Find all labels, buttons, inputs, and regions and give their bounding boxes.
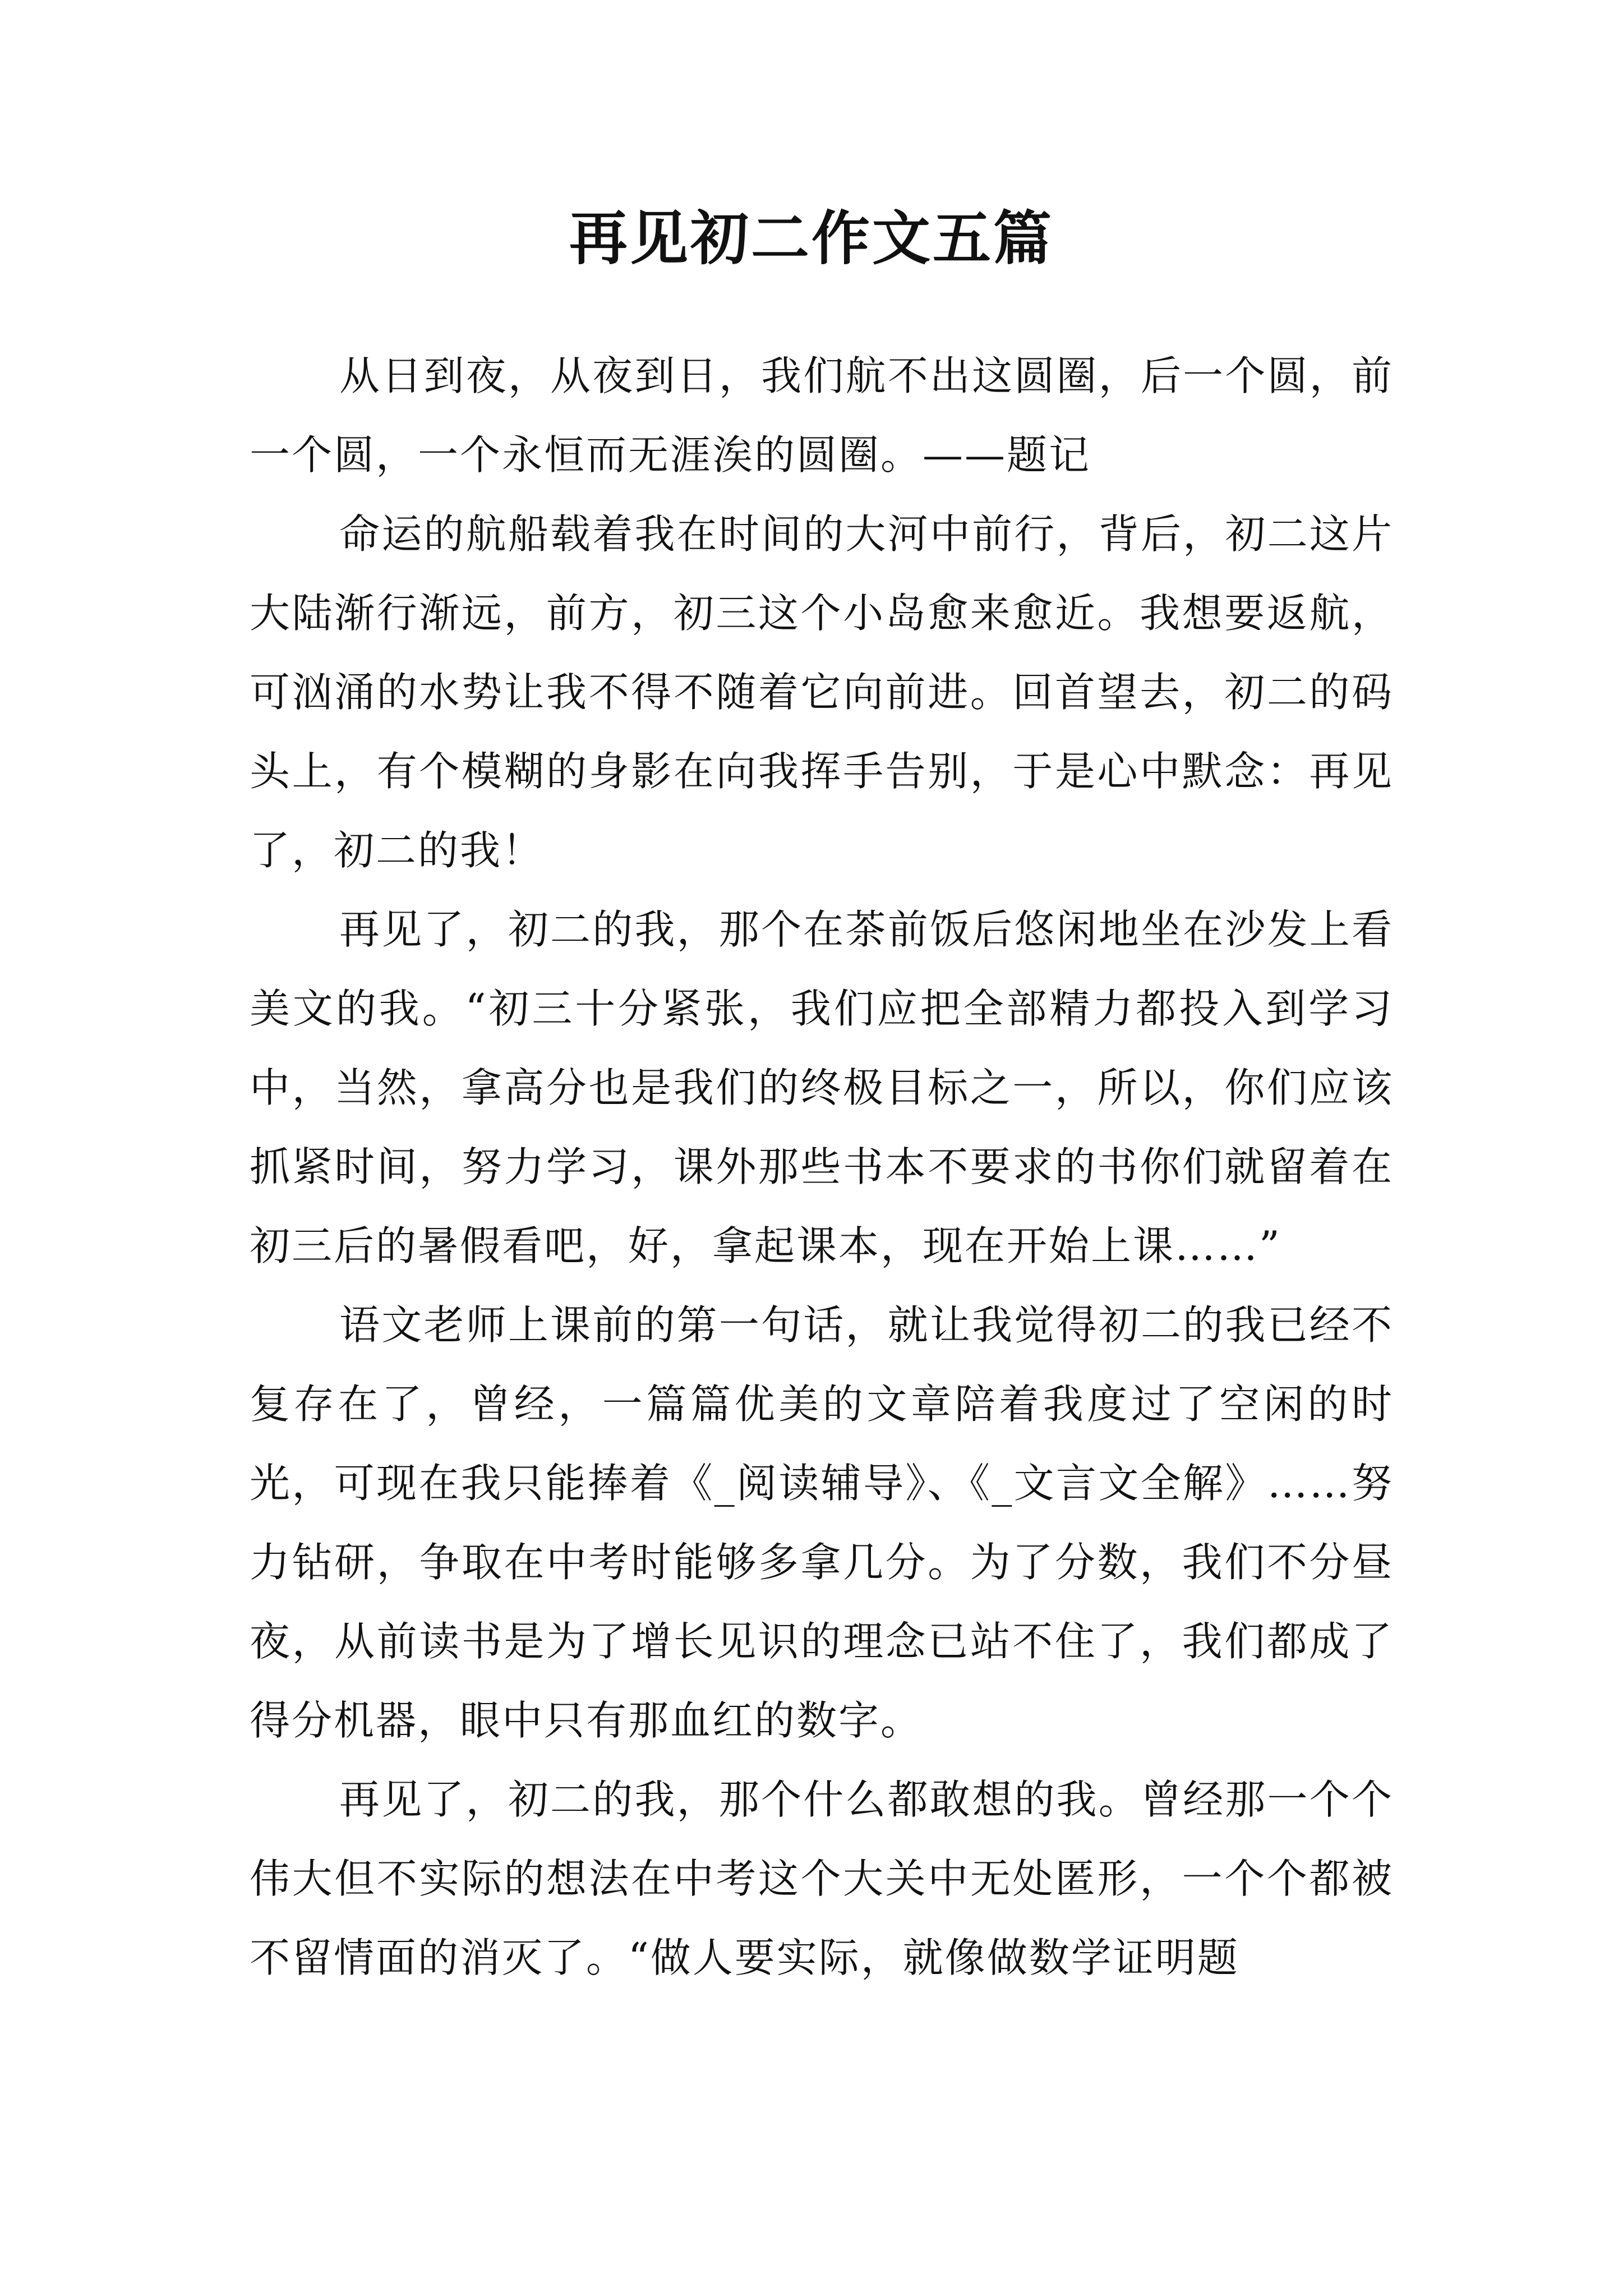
document-title: 再见初二作文五篇 (569, 204, 1054, 273)
paragraph: 再见了，初二的我，那个在茶前饭后悠闲地坐在沙发上看美文的我。“初三十分紧张，我们应把全部精力都投入到学习中，当然，拿高分也是我们的终极目标之一，所以，你们应该抓紧时间，努力学习，课外那些书本不要求的书你们就留着在初三后的暑假看吧，好，拿起课本，现在开始上课……” (250, 906, 1394, 1269)
document-body (250, 337, 1394, 1998)
paragraph: 再见了，初二的我，那个什么都敢想的我。曾经那一个个伟大但不实际的想法在中考这个大关中无处匿形，一个个都被不留情面的消灭了。“做人要实际，就像做数学证明题 (250, 1776, 1394, 1981)
paragraph: 命运的航船载着我在时间的大河中前行，背后，初二这片大陆渐行渐远，前方，初三这个小岛愈来愈近。我想要返航，可汹涌的水势让我不得不随着它向前进。回首望去，初二的码头上，有个模糊的身影在向我挥手告别，于是心中默念：再见了，初二的我！ (250, 510, 1394, 874)
paragraph: 语文老师上课前的第一句话，就让我觉得初二的我已经不复存在了，曾经，一篇篇优美的文章陪着我度过了空闲的时光，可现在我只能捧着《_阅读辅导》、《_文言文全解》……努力钻研，争取在中考时能够多拿几分。为了分数，我们不分昼夜，从前读书是为了增长见识的理念已站不住了，我们都成了得分机器，眼中只有那血红的数字。 (250, 1301, 1394, 1744)
paragraph-epigraph: 从日到夜，从夜到日，我们航不出这圆圈，后一个圆，前一个圆，一个永恒而无涯涘的圆圈。——题记 (250, 352, 1394, 478)
